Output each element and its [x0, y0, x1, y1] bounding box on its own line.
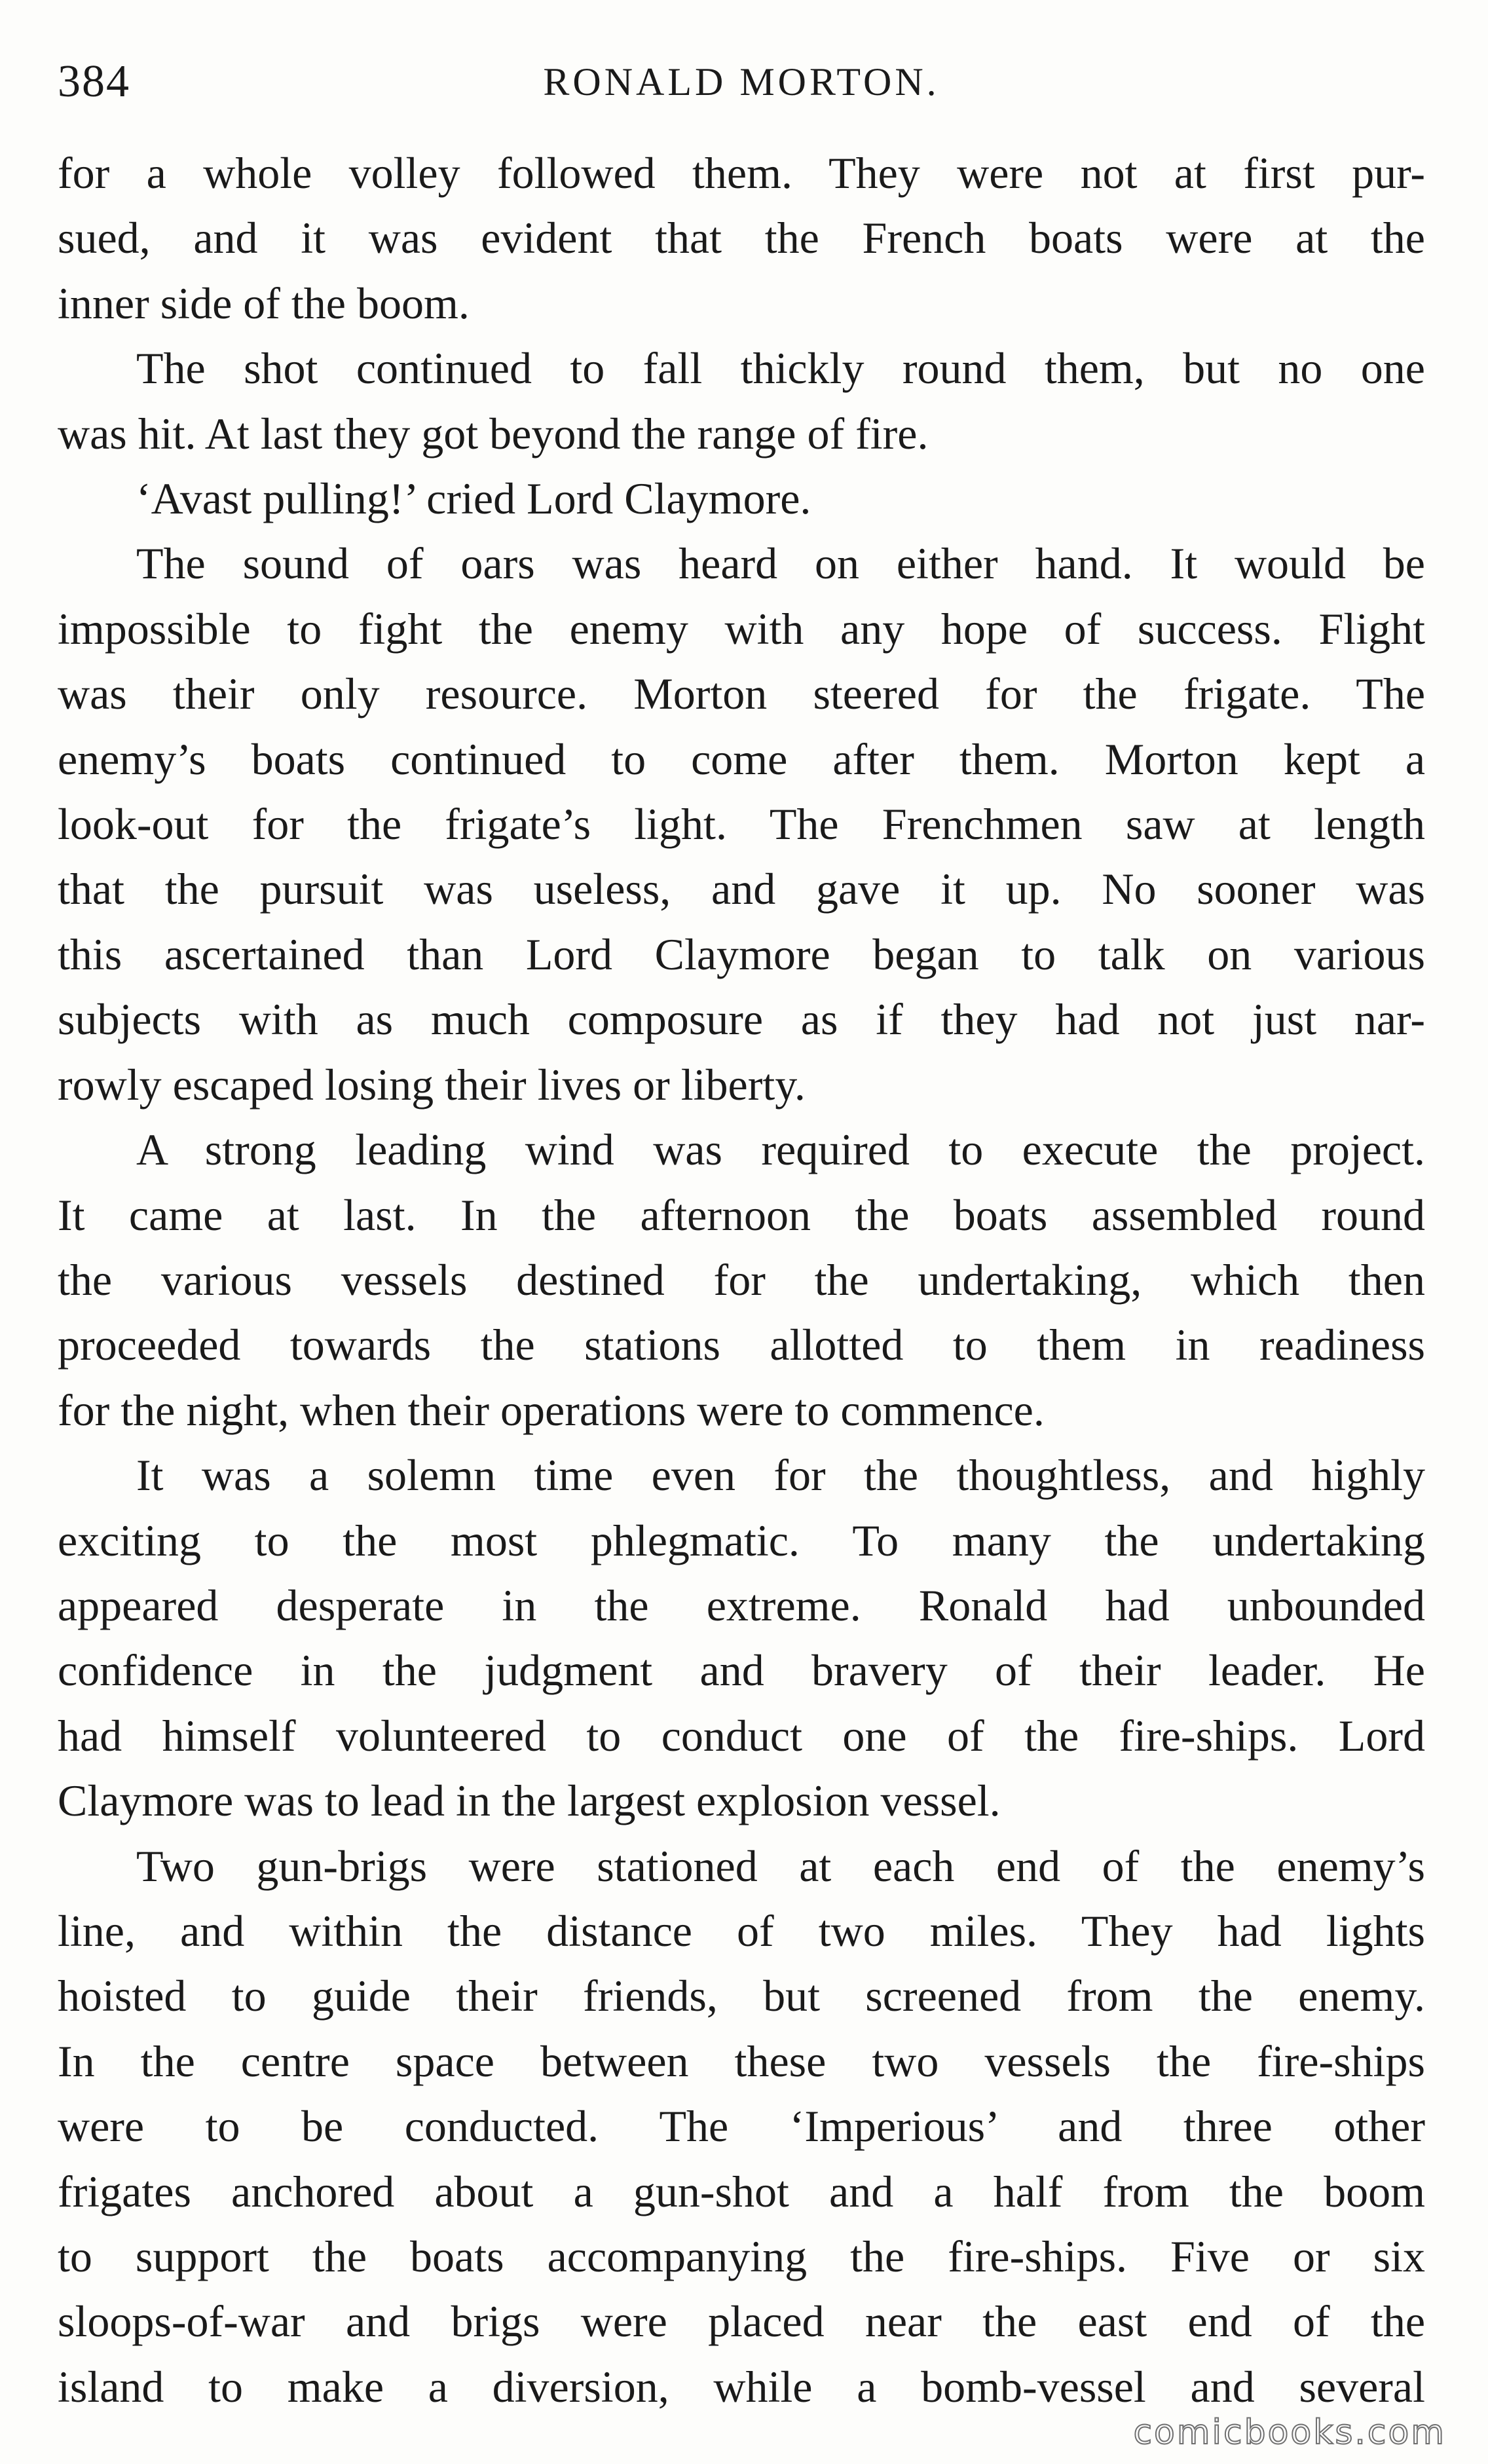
text-line: island to make a diversion, while a bomb-vessel and several: [58, 2361, 1425, 2412]
text-line: hoisted to guide their friends, but screened from the enemy.: [58, 1971, 1425, 2021]
text-line: impossible to fight the enemy with any hope of success. Flight: [58, 603, 1425, 654]
paragraph: [58, 141, 1425, 336]
text-line: subjects with as much composure as if they had not just nar-: [58, 994, 1425, 1045]
text-line: A strong leading wind was required to execute the project.: [136, 1125, 1425, 1175]
text-line: Claymore was to lead in the largest explosion vessel.: [58, 1776, 1001, 1826]
paragraph: [58, 1443, 1425, 1833]
watermark: comicbooks.com: [1133, 2413, 1446, 2452]
text-line: had himself volunteered to conduct one of the fire-ships. Lord: [58, 1710, 1425, 1761]
text-line: sued, and it was evident that the French boats were at the: [58, 213, 1425, 263]
text-line: appeared desperate in the extreme. Ronald had unbounded: [58, 1580, 1425, 1630]
text-line: confidence in the judgment and bravery of their leader. He: [58, 1645, 1425, 1696]
text-line: line, and within the distance of two miles. They had lights: [58, 1905, 1425, 1956]
text-line: for the night, when their operations were to commence.: [58, 1385, 1045, 1435]
text-line: rowly escaped losing their lives or liberty.: [58, 1059, 806, 1110]
body-text: [58, 141, 1425, 2419]
paragraph: [58, 336, 1425, 466]
text-line: were to be conducted. The ‘Imperious’ and three other: [58, 2101, 1425, 2152]
text-line: proceeded towards the stations allotted to them in readiness: [58, 1320, 1425, 1370]
paragraph: [58, 1117, 1425, 1443]
text-line: this ascertained than Lord Claymore began to talk on various: [58, 929, 1425, 979]
page-header: [58, 46, 1425, 118]
text-line: inner side of the boom.: [58, 278, 470, 328]
text-line: It was a solemn time even for the thoughtless, and highly: [136, 1450, 1425, 1501]
text-line: exciting to the most phlegmatic. To many the undertaking: [58, 1515, 1425, 1565]
text-line: The sound of oars was heard on either hand. It would be: [136, 538, 1425, 589]
text-line: It came at last. In the afternoon the boats assembled round: [58, 1189, 1425, 1240]
text-line: sloops-of-war and brigs were placed near the east end of the: [58, 2296, 1425, 2347]
paragraph: [58, 1834, 1425, 2420]
text-line: was hit. At last they got beyond the range of fire.: [58, 408, 929, 458]
page-number: 384: [58, 56, 130, 107]
text-line: for a whole volley followed them. They were not at first pur-: [58, 148, 1425, 198]
paragraph: [58, 466, 1425, 531]
text-line: was their only resource. Morton steered for the frigate. The: [58, 669, 1425, 719]
text-line: frigates anchored about a gun-shot and a half from the boom: [58, 2166, 1425, 2216]
text-line: ‘Avast pulling!’ cried Lord Claymore.: [136, 474, 811, 524]
running-title: RONALD MORTON.: [543, 60, 940, 103]
text-line: The shot continued to fall thickly round them, but no one: [136, 343, 1425, 394]
text-line: the various vessels destined for the undertaking, which then: [58, 1254, 1425, 1305]
text-line: In the centre space between these two vessels the fire-ships: [58, 2036, 1425, 2086]
text-line: Two gun-brigs were stationed at each end of the enemy’s: [136, 1840, 1425, 1891]
text-line: enemy’s boats continued to come after them. Morton kept a: [58, 734, 1425, 784]
paragraph: [58, 531, 1425, 1117]
text-line: to support the boats accompanying the fire-ships. Five or six: [58, 2231, 1425, 2281]
text-line: look-out for the frigate’s light. The Frenchmen saw at length: [58, 799, 1425, 849]
text-line: that the pursuit was useless, and gave it up. No sooner was: [58, 864, 1425, 914]
